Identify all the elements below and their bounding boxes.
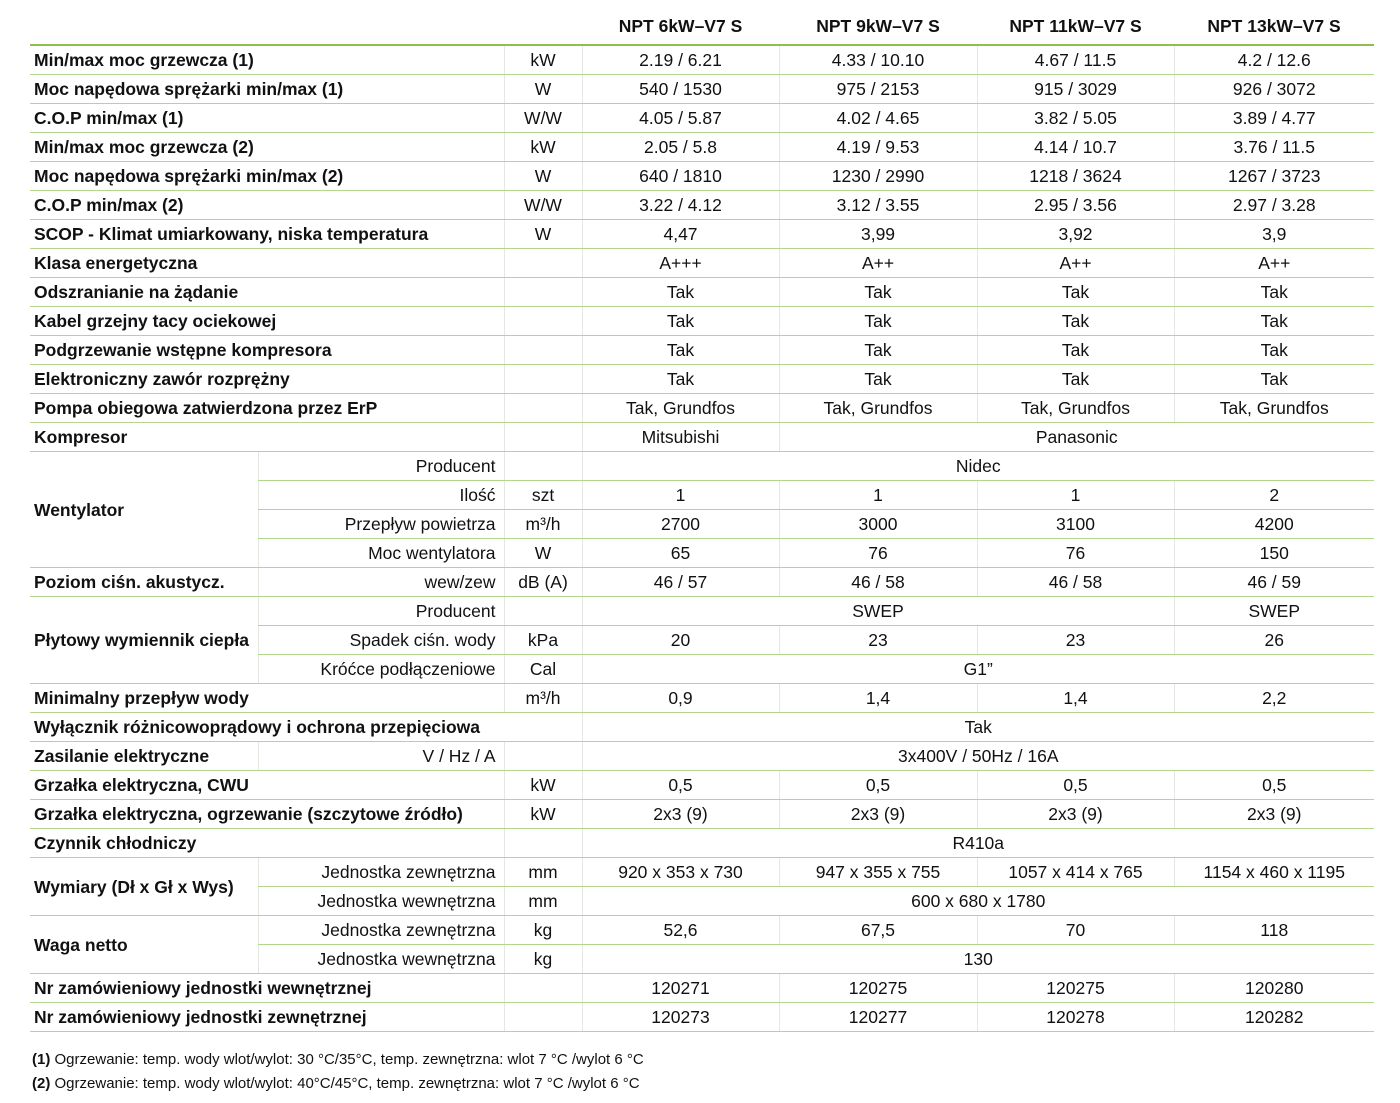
table-row: Moc napędowa sprężarki min/max (2) W 640 / 1810 1230 / 2990 1218 / 3624 1267 / 3723 bbox=[30, 162, 1374, 191]
table-row: Króćce podłączeniowe Cal G1” bbox=[30, 655, 1374, 684]
table-row: Ilość szt 1 1 1 2 bbox=[30, 481, 1374, 510]
table-row: Grzałka elektryczna, CWU kW 0,5 0,5 0,5 0,5 bbox=[30, 771, 1374, 800]
table-row: Min/max moc grzewcza (1) kW 2.19 / 6.21 4.33 / 10.10 4.67 / 11.5 4.2 / 12.6 bbox=[30, 45, 1374, 75]
table-row: Wyłącznik różnicowoprądowy i ochrona przepięciowa Tak bbox=[30, 713, 1374, 742]
table-row: Zasilanie elektryczne V / Hz / A 3x400V / 50Hz / 16A bbox=[30, 742, 1374, 771]
table-row: Płytowy wymiennik ciepła Producent SWEP SWEP bbox=[30, 597, 1374, 626]
table-row: Odszranianie na żądanie Tak Tak Tak Tak bbox=[30, 278, 1374, 307]
model-header: NPT 6kW–V7 S bbox=[582, 8, 779, 45]
table-row: C.O.P min/max (1) W/W 4.05 / 5.87 4.02 / 4.65 3.82 / 5.05 3.89 / 4.77 bbox=[30, 104, 1374, 133]
table-row: Wentylator Producent Nidec bbox=[30, 452, 1374, 481]
table-row: Pompa obiegowa zatwierdzona przez ErP Tak, Grundfos Tak, Grundfos Tak, Grundfos Tak, Grundfos bbox=[30, 394, 1374, 423]
table-row: Podgrzewanie wstępne kompresora Tak Tak Tak Tak bbox=[30, 336, 1374, 365]
model-header: NPT 9kW–V7 S bbox=[779, 8, 977, 45]
table-row: Jednostka wewnętrzna mm 600 x 680 x 1780 bbox=[30, 887, 1374, 916]
footnote: (2) Ogrzewanie: temp. wody wlot/wylot: 40°C/45°C, temp. zewnętrzna: wlot 7 °C /wylot 6 °C bbox=[32, 1075, 640, 1092]
model-header: NPT 13kW–V7 S bbox=[1174, 8, 1374, 45]
spec-table bbox=[30, 8, 1374, 1032]
footnotes bbox=[32, 1048, 644, 1096]
table-row: Nr zamówieniowy jednostki zewnętrznej 120273 120277 120278 120282 bbox=[30, 1003, 1374, 1032]
table-row: Nr zamówieniowy jednostki wewnętrznej 120271 120275 120275 120280 bbox=[30, 974, 1374, 1003]
table-row: Grzałka elektryczna, ogrzewanie (szczytowe źródło) kW 2x3 (9) 2x3 (9) 2x3 (9) 2x3 (9) bbox=[30, 800, 1374, 829]
table-row: Waga netto Jednostka zewnętrzna kg 52,6 67,5 70 118 bbox=[30, 916, 1374, 945]
table-row: Czynnik chłodniczy R410a bbox=[30, 829, 1374, 858]
table-row: Kabel grzejny tacy ociekowej Tak Tak Tak Tak bbox=[30, 307, 1374, 336]
header-row bbox=[30, 8, 1374, 45]
table-row: Poziom ciśn. akustycz. wew/zew dB (A) 46 / 57 46 / 58 46 / 58 46 / 59 bbox=[30, 568, 1374, 597]
table-row: SCOP - Klimat umiarkowany, niska temperatura W 4,47 3,99 3,92 3,9 bbox=[30, 220, 1374, 249]
table-row: Min/max moc grzewcza (2) kW 2.05 / 5.8 4.19 / 9.53 4.14 / 10.7 3.76 / 11.5 bbox=[30, 133, 1374, 162]
table-row: C.O.P min/max (2) W/W 3.22 / 4.12 3.12 / 3.55 2.95 / 3.56 2.97 / 3.28 bbox=[30, 191, 1374, 220]
table-row: Moc napędowa sprężarki min/max (1) W 540 / 1530 975 / 2153 915 / 3029 926 / 3072 bbox=[30, 75, 1374, 104]
table-row: Klasa energetyczna A+++ A++ A++ A++ bbox=[30, 249, 1374, 278]
table-row: Spadek ciśn. wody kPa 20 23 23 26 bbox=[30, 626, 1374, 655]
table-row: Jednostka wewnętrzna kg 130 bbox=[30, 945, 1374, 974]
table-row: Elektroniczny zawór rozprężny Tak Tak Tak Tak bbox=[30, 365, 1374, 394]
table-row: Minimalny przepływ wody m³/h 0,9 1,4 1,4 2,2 bbox=[30, 684, 1374, 713]
model-header: NPT 11kW–V7 S bbox=[977, 8, 1174, 45]
table-row: Przepływ powietrza m³/h 2700 3000 3100 4200 bbox=[30, 510, 1374, 539]
table-row: Moc wentylatora W 65 76 76 150 bbox=[30, 539, 1374, 568]
table-row: Kompresor Mitsubishi Panasonic bbox=[30, 423, 1374, 452]
footnote: (1) Ogrzewanie: temp. wody wlot/wylot: 30 °C/35°C, temp. zewnętrzna: wlot 7 °C /wylot 6 °C bbox=[32, 1051, 644, 1068]
table-row: Wymiary (Dł x Gł x Wys) Jednostka zewnętrzna mm 920 x 353 x 730 947 x 355 x 755 1057 x 414 x 765 1154 x 460 x 1195 bbox=[30, 858, 1374, 887]
